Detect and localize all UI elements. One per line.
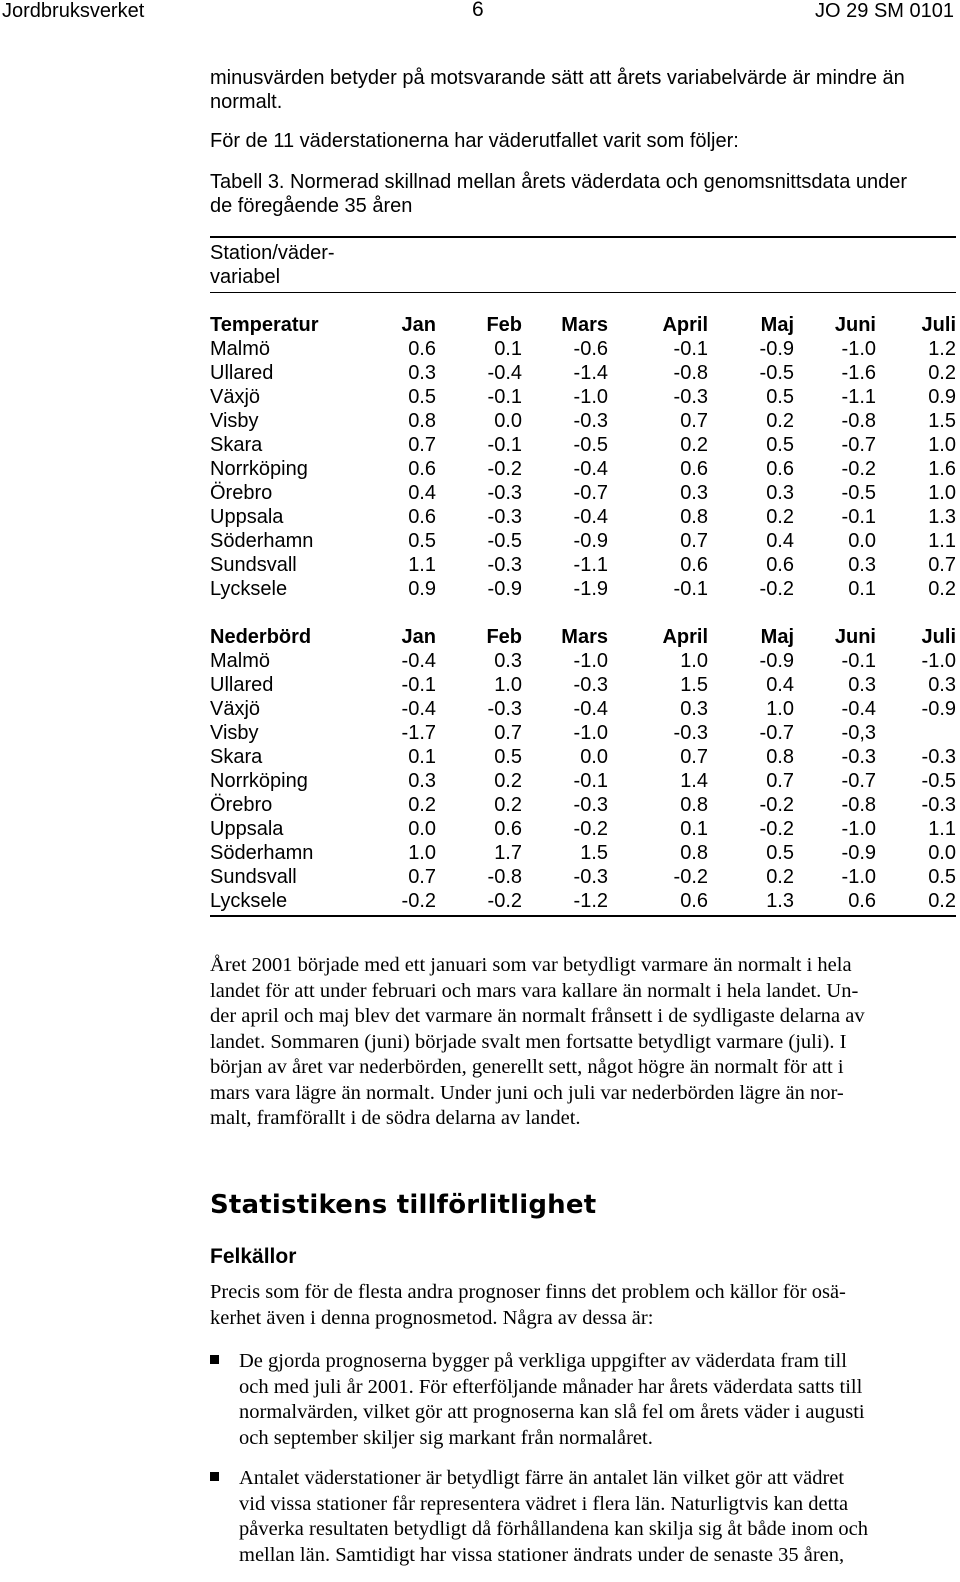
- value-cell: 0.0: [408, 818, 436, 840]
- bullet-line: normalvärden, vilket gör att prognoserna kan slå fel om årets väder i augusti: [239, 1401, 865, 1423]
- value-cell: 0.6: [680, 458, 708, 480]
- month-header-cell: Jan: [401, 314, 436, 336]
- page-number: 6: [472, 0, 484, 21]
- value-cell: 0.4: [766, 530, 794, 552]
- value-cell: -0.3: [487, 698, 522, 720]
- value-cell: 0.5: [494, 746, 522, 768]
- table-row: [210, 745, 956, 769]
- table-row: [210, 577, 956, 601]
- month-header-cell: Maj: [760, 314, 794, 336]
- value-cell: -0.1: [487, 386, 522, 408]
- value-cell: -0.7: [573, 482, 608, 504]
- value-cell: 0.6: [680, 890, 708, 912]
- value-cell: -0.9: [487, 578, 522, 600]
- value-cell: 1.5: [680, 674, 708, 696]
- month-header-cell: Feb: [486, 314, 522, 336]
- felkallor-line: kerhet även i denna prognosmetod. Några av dessa är:: [210, 1306, 654, 1329]
- table-row: [210, 361, 956, 385]
- value-cell: 0.3: [766, 482, 794, 504]
- value-cell: 1.2: [928, 338, 956, 360]
- value-cell: 0.8: [680, 506, 708, 528]
- value-cell: -1.0: [841, 818, 876, 840]
- value-cell: 0.6: [680, 554, 708, 576]
- value-cell: -0.1: [487, 434, 522, 456]
- felkallor-line: Precis som för de flesta andra prognoser finns det problem och källor för osä-: [210, 1281, 846, 1303]
- value-cell: -0.2: [487, 890, 522, 912]
- value-cell: 0.7: [494, 722, 522, 744]
- value-cell: -1.6: [841, 362, 876, 384]
- value-cell: 1.1: [408, 554, 436, 576]
- value-cell: 1.1: [928, 818, 956, 840]
- value-cell: 0.8: [680, 794, 708, 816]
- value-cell: 1.5: [928, 410, 956, 432]
- station-cell: Malmö: [210, 338, 271, 360]
- value-cell: 0.7: [928, 554, 956, 576]
- station-header-line: variabel: [210, 266, 281, 288]
- value-cell: 0.6: [766, 554, 794, 576]
- value-cell: -1.0: [921, 650, 956, 672]
- station-cell: Lycksele: [210, 890, 288, 912]
- bullet-square-icon: [210, 1355, 219, 1364]
- bullet-square-icon: [210, 1472, 219, 1481]
- value-cell: 0.7: [408, 434, 436, 456]
- bullet-line: Antalet väderstationer är betydligt färre än antalet län vilket gör att vädret: [239, 1467, 845, 1489]
- value-cell: 0.2: [928, 362, 956, 384]
- table-row: [210, 841, 956, 865]
- value-cell: 0.6: [408, 506, 436, 528]
- value-cell: -1.2: [573, 890, 608, 912]
- station-cell: Uppsala: [210, 506, 284, 528]
- value-cell: -0.2: [487, 458, 522, 480]
- value-cell: 0.3: [848, 674, 876, 696]
- summary-line: landet. Sommaren (juni) började svalt men fortsatte betydligt varmare (juli). I: [210, 1030, 847, 1053]
- bullet-text: [239, 1466, 955, 1568]
- value-cell: 0.3: [408, 770, 436, 792]
- value-cell: -0.4: [573, 698, 608, 720]
- value-cell: -0.9: [759, 338, 794, 360]
- value-cell: -0.3: [573, 674, 608, 696]
- value-cell: 0.4: [408, 482, 436, 504]
- value-cell: 0.2: [928, 890, 956, 912]
- table-spacer-row: [210, 601, 956, 625]
- value-cell: -0.9: [573, 530, 608, 552]
- station-cell: Ullared: [210, 674, 274, 696]
- value-cell: 0.2: [494, 770, 522, 792]
- page-header: [0, 0, 960, 26]
- station-variable-header: [210, 238, 956, 292]
- value-cell: -0.7: [841, 770, 876, 792]
- table-section-header: [210, 313, 956, 337]
- table-row: [210, 697, 956, 721]
- value-cell: 0.0: [494, 410, 522, 432]
- value-cell: 0.1: [494, 338, 522, 360]
- value-cell: -0.2: [759, 578, 794, 600]
- value-cell: -0.1: [841, 506, 876, 528]
- stations-text: För de 11 väderstationerna har väderutfallet varit som följer:: [210, 130, 739, 152]
- weather-table: [210, 236, 956, 917]
- table-row: [210, 649, 956, 673]
- value-cell: 0.6: [848, 890, 876, 912]
- value-cell: 0.0: [928, 842, 956, 864]
- value-cell: -0.7: [841, 434, 876, 456]
- value-cell: -0.4: [573, 506, 608, 528]
- month-header-cell: Juli: [921, 314, 956, 336]
- value-cell: 0.5: [928, 866, 956, 888]
- station-cell: Norrköping: [210, 458, 308, 480]
- table-row: [210, 337, 956, 361]
- station-header-line: Station/väder-: [210, 242, 335, 264]
- value-cell: -0.3: [573, 794, 608, 816]
- data-table: [210, 313, 956, 913]
- station-cell: Uppsala: [210, 818, 284, 840]
- summary-paragraph: [210, 953, 955, 1132]
- value-cell: 0.2: [494, 794, 522, 816]
- bullet-line: och september skiljer sig markant från normalåret.: [239, 1426, 653, 1449]
- table-row: [210, 793, 956, 817]
- value-cell: -0.8: [487, 866, 522, 888]
- table-caption: [210, 170, 955, 218]
- felkallor-paragraph: [210, 1280, 955, 1331]
- value-cell: 0.9: [928, 386, 956, 408]
- value-cell: 1.0: [408, 842, 436, 864]
- summary-line: landet för att under februari och mars vara kallare än normalt i hela landet. Un-: [210, 979, 859, 1002]
- value-cell: -0.2: [573, 818, 608, 840]
- table-row: [210, 865, 956, 889]
- value-cell: 0.0: [848, 530, 876, 552]
- value-cell: -0,3: [841, 722, 876, 744]
- value-cell: -0.4: [401, 650, 436, 672]
- value-cell: -0.3: [487, 482, 522, 504]
- value-cell: -1.9: [573, 578, 608, 600]
- value-cell: 0.3: [680, 482, 708, 504]
- value-cell: 1.3: [766, 890, 794, 912]
- value-cell: -0.3: [673, 722, 708, 744]
- section-label-cell: Temperatur: [210, 314, 319, 336]
- value-cell: 1.5: [580, 842, 608, 864]
- value-cell: 0.5: [766, 842, 794, 864]
- value-cell: -0.4: [487, 362, 522, 384]
- value-cell: 0.3: [848, 554, 876, 576]
- value-cell: -1.4: [573, 362, 608, 384]
- value-cell: -0.9: [921, 698, 956, 720]
- value-cell: 1.4: [680, 770, 708, 792]
- value-cell: 0.6: [408, 338, 436, 360]
- station-cell: Skara: [210, 434, 263, 456]
- value-cell: -0.5: [487, 530, 522, 552]
- value-cell: 0.5: [766, 434, 794, 456]
- value-cell: -0.3: [487, 506, 522, 528]
- station-cell: Sundsvall: [210, 554, 297, 576]
- intro-line: minusvärden betyder på motsvarande sätt att årets variabelvärde är mindre än: [210, 67, 905, 89]
- value-cell: -0.8: [841, 410, 876, 432]
- value-cell: -1.0: [573, 650, 608, 672]
- value-cell: 0.2: [408, 794, 436, 816]
- station-cell: Visby: [210, 410, 259, 432]
- value-cell: -0.1: [573, 770, 608, 792]
- caption-line: de föregående 35 åren: [210, 195, 413, 217]
- station-cell: Lycksele: [210, 578, 288, 600]
- station-cell: Växjö: [210, 386, 261, 408]
- value-cell: -0.5: [573, 434, 608, 456]
- summary-line: början av året var nederbörden, generellt sett, något högre än normalt för att i: [210, 1056, 844, 1078]
- value-cell: -0.4: [401, 698, 436, 720]
- value-cell: 1.0: [766, 698, 794, 720]
- bullet-line: mellan län. Samtidigt har vissa stationer ändrats under de senaste 35 åren,: [239, 1543, 845, 1566]
- value-cell: -0.1: [673, 578, 708, 600]
- value-cell: 0.4: [766, 674, 794, 696]
- value-cell: -0.3: [841, 746, 876, 768]
- value-cell: -1.1: [573, 554, 608, 576]
- value-cell: 0.2: [766, 410, 794, 432]
- value-cell: -1.0: [841, 866, 876, 888]
- table-row: [210, 673, 956, 697]
- value-cell: 0.2: [766, 866, 794, 888]
- station-cell: Malmö: [210, 650, 271, 672]
- month-header-cell: April: [662, 314, 708, 336]
- header-report-id: JO 29 SM 0101: [815, 0, 954, 22]
- month-header-cell: April: [662, 626, 708, 648]
- bullet-text: [239, 1349, 955, 1451]
- value-cell: 0.7: [680, 530, 708, 552]
- bullet-line: och med juli år 2001. För efterföljande månader har årets väderdata satts till: [239, 1375, 863, 1398]
- value-cell: 1.3: [928, 506, 956, 528]
- station-cell: Örebro: [210, 794, 273, 816]
- value-cell: -0.1: [401, 674, 436, 696]
- bullet-line: påverka resultaten betydligt då förhållandena kan skilja sig åt både inom och: [239, 1518, 869, 1540]
- value-cell: 0.7: [408, 866, 436, 888]
- value-cell: 0.3: [928, 674, 956, 696]
- bullet-line: De gjorda prognoserna bygger på verkliga uppgifter av väderdata fram till: [239, 1350, 847, 1372]
- value-cell: 0.9: [408, 578, 436, 600]
- table-row: [210, 481, 956, 505]
- value-cell: -0.4: [573, 458, 608, 480]
- month-header-cell: Juni: [834, 626, 876, 648]
- spacer-cell: [210, 601, 956, 625]
- month-header-cell: Juni: [834, 314, 876, 336]
- summary-line: malt, framförallt i de södra delarna av landet.: [210, 1107, 581, 1129]
- table-row: [210, 505, 956, 529]
- value-cell: -0.5: [841, 482, 876, 504]
- value-cell: 0.8: [408, 410, 436, 432]
- value-cell: -0.2: [673, 866, 708, 888]
- value-cell: 0.8: [766, 746, 794, 768]
- summary-line: mars vara lägre än normalt. Under juni och juli var nederbörden lägre än nor-: [210, 1081, 844, 1104]
- table-row: [210, 409, 956, 433]
- table-bottom-rule: [210, 915, 956, 917]
- station-cell: Skara: [210, 746, 263, 768]
- value-cell: -0.2: [401, 890, 436, 912]
- station-cell: Sundsvall: [210, 866, 297, 888]
- value-cell: 0.2: [680, 434, 708, 456]
- value-cell: 0.7: [680, 746, 708, 768]
- table-row: [210, 769, 956, 793]
- value-cell: 0.5: [766, 386, 794, 408]
- month-header-cell: Mars: [561, 626, 608, 648]
- station-cell: Visby: [210, 722, 259, 744]
- value-cell: 1.6: [928, 458, 956, 480]
- value-cell: -0.1: [841, 650, 876, 672]
- table-row: [210, 385, 956, 409]
- section-label-cell: Nederbörd: [210, 626, 312, 648]
- table-row: [210, 529, 956, 553]
- summary-line: Året 2001 började med ett januari som var betydligt varmare än normalt i hela: [210, 954, 852, 976]
- value-cell: 0.1: [680, 818, 708, 840]
- table-row: [210, 553, 956, 577]
- table-row: [210, 457, 956, 481]
- section-heading: Statistikens tillförlitlighet: [210, 1190, 597, 1220]
- value-cell: -0.3: [921, 746, 956, 768]
- month-header-cell: Maj: [760, 626, 794, 648]
- value-cell: -1.1: [841, 386, 876, 408]
- value-cell: 0.6: [494, 818, 522, 840]
- station-cell: Söderhamn: [210, 530, 314, 552]
- sub-heading: Felkällor: [210, 1245, 297, 1268]
- value-cell: 0.1: [408, 746, 436, 768]
- value-cell: -1.0: [573, 722, 608, 744]
- value-cell: -0.3: [487, 554, 522, 576]
- value-cell: -0.2: [759, 794, 794, 816]
- value-cell: -0.8: [841, 794, 876, 816]
- bullet-line: vid vissa stationer får representera vädret i flera län. Naturligtvis kan detta: [239, 1492, 849, 1515]
- value-cell: 0.0: [580, 746, 608, 768]
- value-cell: -1.7: [401, 722, 436, 744]
- value-cell: 0.5: [408, 386, 436, 408]
- month-header-cell: Feb: [486, 626, 522, 648]
- header-organization: Jordbruksverket: [2, 0, 145, 22]
- value-cell: -0.5: [921, 770, 956, 792]
- value-cell: -0.1: [673, 338, 708, 360]
- value-cell: 0.3: [408, 362, 436, 384]
- value-cell: 0.3: [680, 698, 708, 720]
- table-row: [210, 889, 956, 913]
- value-cell: -0.3: [673, 386, 708, 408]
- table-row: [210, 433, 956, 457]
- value-cell: 1.0: [494, 674, 522, 696]
- value-cell: 0.1: [848, 578, 876, 600]
- station-cell: Norrköping: [210, 770, 308, 792]
- value-cell: 0.3: [494, 650, 522, 672]
- station-cell: Örebro: [210, 482, 273, 504]
- value-cell: -0.5: [759, 362, 794, 384]
- value-cell: 1.7: [494, 842, 522, 864]
- value-cell: 0.7: [680, 410, 708, 432]
- station-cell: Växjö: [210, 698, 261, 720]
- value-cell: 1.1: [928, 530, 956, 552]
- value-cell: 0.8: [680, 842, 708, 864]
- value-cell: 1.0: [928, 482, 956, 504]
- station-cell: Ullared: [210, 362, 274, 384]
- value-cell: -0.8: [673, 362, 708, 384]
- table-row: [210, 721, 956, 745]
- month-header-cell: Mars: [561, 314, 608, 336]
- value-cell: -0.7: [759, 722, 794, 744]
- station-cell: Söderhamn: [210, 842, 314, 864]
- value-cell: -1.0: [573, 386, 608, 408]
- value-cell: 0.7: [766, 770, 794, 792]
- value-cell: -0.2: [759, 818, 794, 840]
- value-cell: -0.9: [841, 842, 876, 864]
- value-cell: -0.2: [841, 458, 876, 480]
- value-cell: 1.0: [680, 650, 708, 672]
- month-header-cell: Jan: [401, 626, 436, 648]
- table-section-header: [210, 625, 956, 649]
- value-cell: [876, 721, 956, 745]
- value-cell: 0.6: [766, 458, 794, 480]
- month-header-cell: Juli: [921, 626, 956, 648]
- value-cell: 1.0: [928, 434, 956, 456]
- value-cell: -0.6: [573, 338, 608, 360]
- table-row: [210, 817, 956, 841]
- intro-paragraph: [210, 66, 955, 114]
- value-cell: -0.3: [573, 866, 608, 888]
- summary-line: der april och maj blev det varmare än normalt frånsett i de sydligaste delarna av: [210, 1005, 865, 1027]
- caption-line: Tabell 3. Normerad skillnad mellan årets väderdata och genomsnittsdata under: [210, 171, 908, 193]
- value-cell: -0.3: [573, 410, 608, 432]
- value-cell: -0.4: [841, 698, 876, 720]
- value-cell: 0.2: [766, 506, 794, 528]
- value-cell: 0.5: [408, 530, 436, 552]
- value-cell: -0.3: [921, 794, 956, 816]
- value-cell: 0.2: [928, 578, 956, 600]
- intro-line: normalt.: [210, 91, 283, 113]
- value-cell: -0.9: [759, 650, 794, 672]
- value-cell: -1.0: [841, 338, 876, 360]
- value-cell: 0.6: [408, 458, 436, 480]
